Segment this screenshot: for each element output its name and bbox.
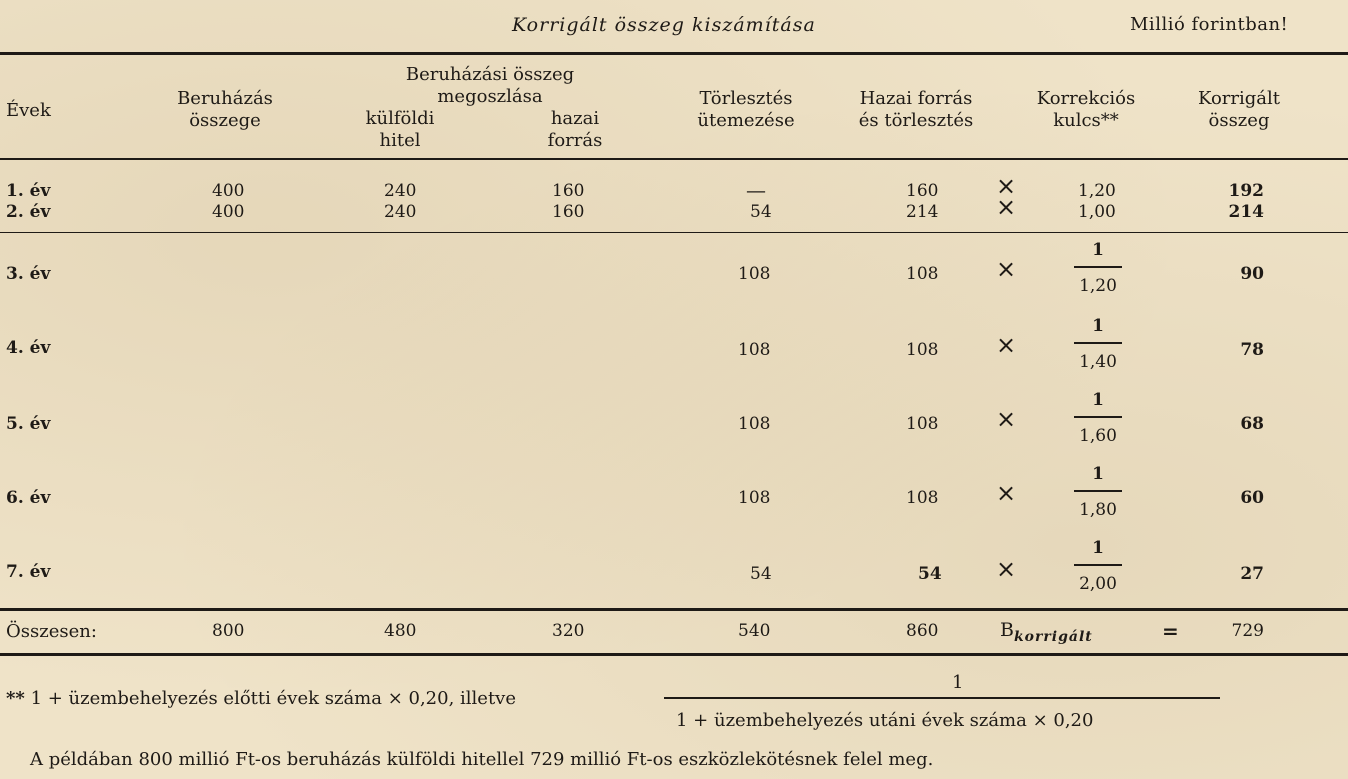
row-repay: 108: [738, 488, 771, 508]
header-domestic-line2: forrás: [547, 130, 603, 151]
row-year: 5. év: [6, 414, 51, 434]
fraction-bar: [1074, 342, 1122, 344]
fraction-denominator: 1,20: [1079, 276, 1117, 296]
header-split: [370, 64, 610, 108]
header-foreign-line2: hitel: [379, 130, 421, 151]
header-corrected-line1: Korrigált: [1197, 88, 1280, 109]
total-domrepay: 860: [906, 621, 939, 641]
fraction-denominator: 2,00: [1079, 574, 1117, 594]
row-domrepay: 108: [906, 488, 939, 508]
total-result: 729: [1231, 621, 1264, 641]
header-domestic-line1: hazai: [550, 108, 600, 129]
fraction-numerator: 1: [1092, 240, 1104, 260]
row-domrepay: 160: [906, 181, 939, 201]
total-foreign: 480: [384, 621, 417, 641]
row-investment: 400: [212, 202, 245, 222]
equals-sign: =: [1162, 619, 1179, 643]
multiply-sign: ×: [996, 172, 1017, 200]
header-rule: [0, 158, 1348, 160]
total-investment: 800: [212, 621, 245, 641]
unit-label: Millió forintban!: [1130, 14, 1289, 35]
row-year: 6. év: [6, 488, 51, 508]
total-label: Összesen:: [6, 621, 97, 642]
header-foreign-line1: külföldi: [365, 108, 435, 129]
header-corrected-line2: összeg: [1208, 110, 1270, 131]
row-domrepay: 54: [918, 564, 942, 584]
correction-fraction: [1068, 390, 1128, 446]
header-years: Évek: [6, 100, 51, 121]
correction-fraction: [1068, 240, 1128, 296]
row-result: 214: [1228, 202, 1264, 222]
row-year: 7. év: [6, 562, 51, 582]
fraction-numerator: 1: [1092, 390, 1104, 410]
row-year: 3. év: [6, 264, 51, 284]
b-subscript: korrigált: [1013, 628, 1093, 645]
fraction-bar: [1074, 266, 1122, 268]
footnote-fraction-bar: [664, 697, 1220, 699]
row-year: 4. év: [6, 338, 51, 358]
row-key: 1,00: [1078, 202, 1116, 222]
total-top-rule: [0, 608, 1348, 611]
fraction-bar: [1074, 416, 1122, 418]
top-rule: [0, 52, 1348, 55]
correction-fraction: [1068, 538, 1128, 594]
row-investment: 400: [212, 181, 245, 201]
header-corrected: [1174, 88, 1304, 132]
header-corr-line2: kulcs**: [1053, 110, 1119, 131]
header-investment: [150, 88, 300, 132]
header-foreign: [340, 108, 460, 152]
table-title: Korrigált összeg kiszámítása: [512, 14, 816, 36]
multiply-sign: ×: [996, 255, 1017, 283]
correction-fraction: [1068, 316, 1128, 372]
header-domestic: [520, 108, 630, 152]
row-domestic: 160: [552, 181, 585, 201]
row-repay: 108: [738, 414, 771, 434]
row-domestic: 160: [552, 202, 585, 222]
fraction-denominator: 1,60: [1079, 426, 1117, 446]
row-foreign: 240: [384, 202, 417, 222]
fraction-numerator: 1: [1092, 538, 1104, 558]
multiply-sign: ×: [996, 479, 1017, 507]
row-repay: 108: [738, 340, 771, 360]
header-investment-line1: Beruházás: [177, 88, 273, 109]
header-domrepay: [836, 88, 996, 132]
footnote-denominator: 1 + üzembehelyezés utáni évek száma × 0,20: [676, 710, 1094, 731]
fraction-denominator: 1,80: [1079, 500, 1117, 520]
conclusion-text: A példában 800 millió Ft-os beruházás külföldi hitellel 729 millió Ft-os eszközlekötésnek felel meg.: [30, 749, 934, 770]
header-repay-line2: ütemezése: [697, 110, 795, 131]
multiply-sign: ×: [996, 555, 1017, 583]
row-result: 60: [1240, 488, 1264, 508]
fraction-bar: [1074, 490, 1122, 492]
row-result: 90: [1240, 264, 1264, 284]
row-domrepay: 108: [906, 340, 939, 360]
header-domrepay-line1: Hazai forrás: [859, 88, 973, 109]
row-repay: 54: [750, 564, 772, 584]
footnote-text: [6, 688, 516, 709]
total-bottom-rule: [0, 653, 1348, 656]
row-result: 78: [1240, 340, 1264, 360]
row-repay: 54: [750, 202, 772, 222]
row-result: 68: [1240, 414, 1264, 434]
fraction-numerator: 1: [1092, 464, 1104, 484]
total-repay: 540: [738, 621, 771, 641]
header-repay: [676, 88, 816, 132]
fraction-bar: [1074, 564, 1122, 566]
row-domrepay: 108: [906, 414, 939, 434]
row-year: 1. év: [6, 181, 51, 201]
row-year: 2. év: [6, 202, 51, 222]
footnote-marker: **: [6, 688, 25, 709]
b-corrected: [1000, 619, 1093, 645]
header-split-line2: megoszlása: [437, 86, 543, 107]
header-corr: [1016, 88, 1156, 132]
row-domrepay: 214: [906, 202, 939, 222]
footnote-left: 1 + üzembehelyezés előtti évek száma × 0,20, illetve: [30, 688, 516, 709]
header-repay-line1: Törlesztés: [699, 88, 793, 109]
fraction-denominator: 1,40: [1079, 352, 1117, 372]
row-domrepay: 108: [906, 264, 939, 284]
row-key: 1,20: [1078, 181, 1116, 201]
row-separator: [0, 232, 1348, 233]
row-result: 192: [1228, 181, 1264, 201]
footnote-numerator: 1: [952, 672, 964, 693]
header-corr-line1: Korrekciós: [1036, 88, 1136, 109]
b-symbol: B: [1000, 619, 1014, 641]
multiply-sign: ×: [996, 193, 1017, 221]
header-investment-line2: összege: [189, 110, 261, 131]
header-split-line1: Beruházási összeg: [405, 64, 575, 85]
row-result: 27: [1240, 564, 1264, 584]
correction-fraction: [1068, 464, 1128, 520]
row-repay: —: [746, 178, 766, 202]
fraction-numerator: 1: [1092, 316, 1104, 336]
row-foreign: 240: [384, 181, 417, 201]
multiply-sign: ×: [996, 331, 1017, 359]
total-domestic: 320: [552, 621, 585, 641]
row-repay: 108: [738, 264, 771, 284]
multiply-sign: ×: [996, 405, 1017, 433]
header-domrepay-line2: és törlesztés: [858, 110, 974, 131]
